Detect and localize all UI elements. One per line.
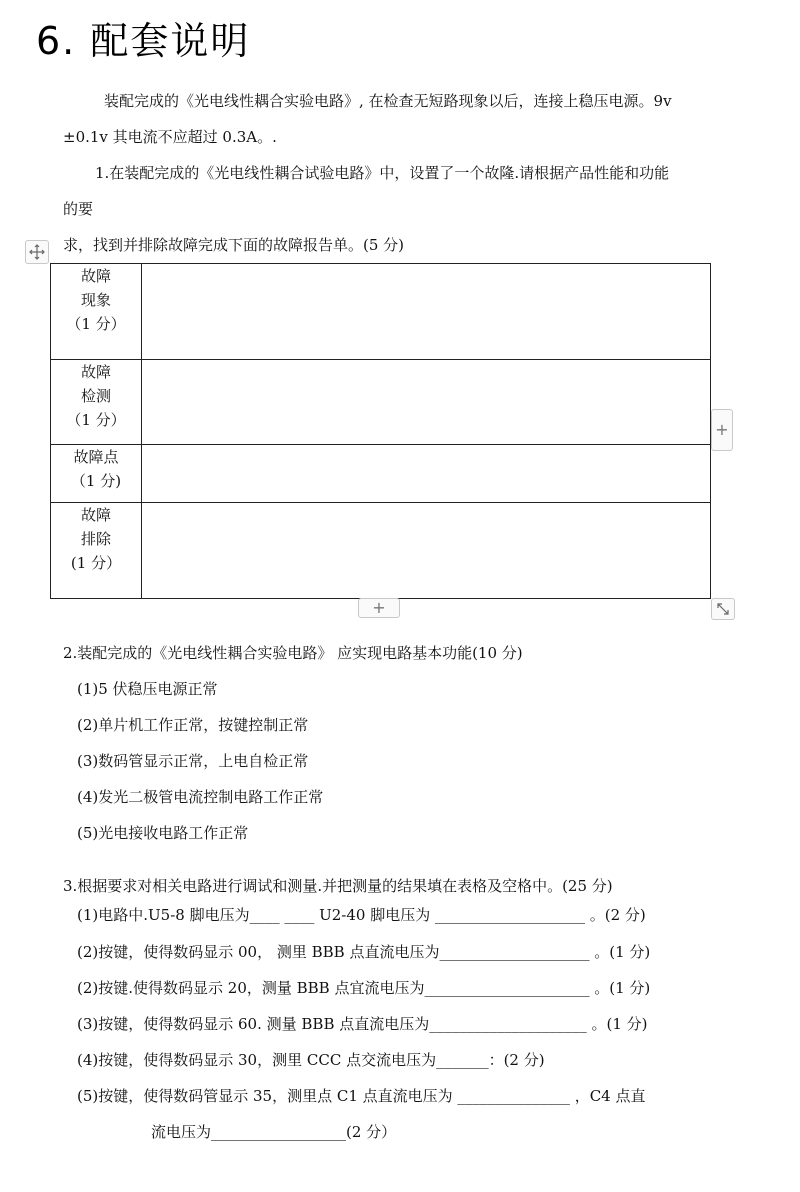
table-row <box>51 503 711 599</box>
q2-item-3: (3)数码管显示正常，上电自检正常 <box>77 752 309 770</box>
q3-heading: 3.根据要求对相关电路进行调试和测量.并把测量的结果填在表格及空格中。(25 分) <box>63 877 613 895</box>
q3-item-6-continuation: 流电压为__________________(2 分） <box>151 1123 397 1141</box>
fault-report-table <box>50 263 711 599</box>
fault-removal-cell[interactable] <box>142 503 711 599</box>
table-row <box>51 445 711 503</box>
q2-heading: 2.装配完成的《光电线性耦合实验电路》 应实现电路基本功能(10 分) <box>63 644 523 662</box>
fault-detection-cell[interactable] <box>142 360 711 445</box>
resize-arrows-icon <box>716 602 730 616</box>
q2-item-2: (2)单片机工作正常，按键控制正常 <box>77 716 309 734</box>
move-arrows-icon <box>29 244 45 260</box>
fault-detection-label: 故障 检测 （1 分） <box>51 360 142 445</box>
fault-point-cell[interactable] <box>142 445 711 503</box>
q2-item-1: (1)5 伏稳压电源正常 <box>77 680 218 698</box>
table-row <box>51 264 711 360</box>
q3-item-1: (1)电路中.U5-8 脚电压为____ ____ U2-40 脚电压为 ____________________ 。(2 分) <box>77 906 646 924</box>
table-row <box>51 360 711 445</box>
q1-line-2: 的要 <box>63 200 94 218</box>
fault-point-label: 故障点 （1 分) <box>51 445 142 503</box>
table-move-handle[interactable] <box>25 240 49 264</box>
q3-item-2: (2)按键，使得数码显示 00， 测里 BBB 点直流电压为____________________ 。(1 分) <box>77 943 651 961</box>
q3-item-4: (3)按键，使得数码显示 60. 测量 BBB 点直流电压为_____________________ 。(1 分) <box>77 1015 648 1033</box>
page-title: 6. 配套说明 <box>36 19 251 63</box>
add-row-button[interactable]: + <box>358 598 400 618</box>
fault-removal-label: 故障 排除 (1 分） <box>51 503 142 599</box>
q2-item-4: (4)发光二极管电流控制电路工作正常 <box>77 788 324 806</box>
q2-item-5: (5)光电接收电路工作正常 <box>77 824 249 842</box>
fault-symptom-label: 故障 现象 （1 分） <box>51 264 142 360</box>
table-resize-handle[interactable] <box>711 598 735 620</box>
q3-item-6: (5)按键，使得数码管显示 35，测里点 C1 点直流电压为 _______________ ，C4 点直 <box>77 1087 646 1105</box>
add-column-button[interactable]: + <box>711 409 733 451</box>
q1-line-1: 1.在装配完成的《光电线性耦合试验电路》中，设置了一个故隆.请根据产品性能和功能 <box>95 164 670 182</box>
intro-line-1: 装配完成的《光电线性耦合实验电路》, 在检查无短路现象以后，连接上稳压电源。9v <box>104 92 672 110</box>
q3-item-3: (2)按键.使得数码显示 20，测量 BBB 点宜流电压为______________________ 。(1 分) <box>77 979 651 997</box>
q1-line-3: 求，找到并排除故障完成下面的故障报告单。(5 分) <box>63 236 405 254</box>
q3-item-5: (4)按键，使得数码显示 30，测里 CCC 点交流电压为_______：(2 分) <box>77 1051 545 1069</box>
intro-line-2: ±0.1v 其电流不应超过 0.3A。. <box>63 128 277 146</box>
fault-symptom-cell[interactable] <box>142 264 711 360</box>
